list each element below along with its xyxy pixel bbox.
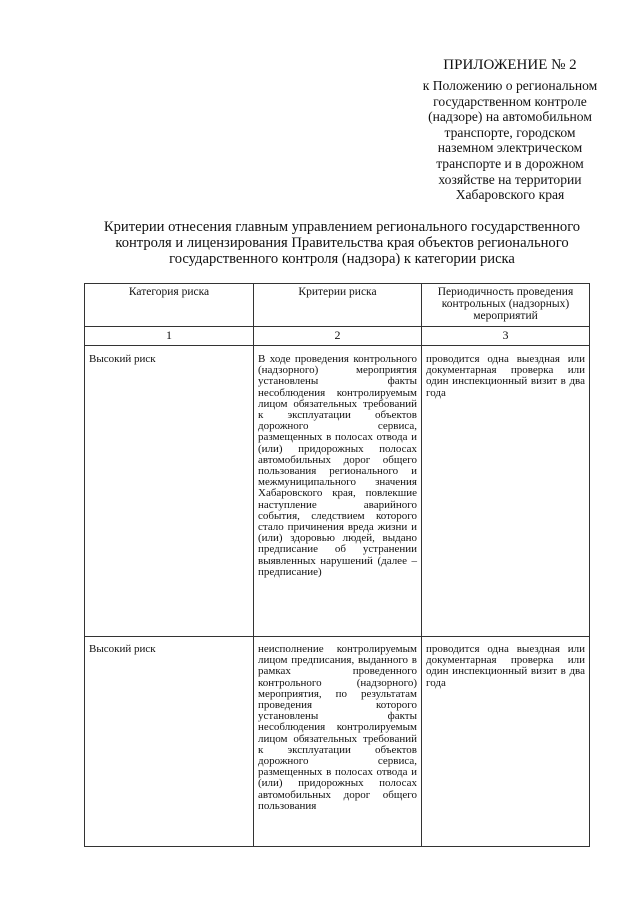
header-risk-category: Категория риска	[85, 284, 254, 327]
appendix-line: государственном контроле	[433, 93, 587, 109]
appendix-line: наземном электрическом	[437, 140, 583, 156]
document-heading	[82, 219, 602, 267]
column-number: 3	[422, 327, 590, 346]
risk-category-cell: Высокий риск	[85, 637, 254, 847]
appendix-line: Хабаровского края	[455, 187, 565, 203]
appendix-line: (надзоре) на автомобильном	[428, 109, 592, 125]
risk-category-cell: Высокий риск	[85, 346, 254, 637]
header-periodicity: Периодичность проведения контрольных (надзорных) мероприятий	[422, 284, 590, 327]
risk-criteria-cell: неисполнение контролируемым лицом предписания, выданного в рамках проведенного контрольного (надзорного) мероприятия, по результатам проведения которого установлены факты несоблюдения контролируемым лицом обязательных требований к эксплуатации объектов дорожного сервиса, размещенных в полосах отвода и (или) придорожных полосах автомобильных дорог общего пользования	[254, 637, 422, 847]
periodicity-cell: проводится одна выездная или документарная проверка или один инспекционный визит в два года	[422, 637, 590, 847]
appendix-line: транспорте и в дорожном	[436, 155, 584, 171]
table-header-row	[85, 284, 590, 327]
table-row	[85, 637, 590, 847]
appendix-line: транспорте, городском	[444, 124, 576, 140]
periodicity-cell: проводится одна выездная или документарная проверка или один инспекционный визит в два года	[422, 346, 590, 637]
appendix-subtitle	[380, 78, 640, 203]
header-risk-criteria: Критерии риска	[254, 284, 422, 327]
column-number-row	[85, 327, 590, 346]
risk-criteria-cell: В ходе проведения контрольного (надзорного) мероприятия установлены факты несоблюдения контролируемым лицом обязательных требований к эксплуатации объектов дорожного сервиса, размещенных в полосах отвода и (или) придорожных полосах автомобильных дорог общего пользования регионального и межмуниципального значения Хабаровского края, повлекшие наступление аварийного события, следствием которого стало причинения вреда жизни и (или) здоровью людей, выдано предписание об устранении выявленных нарушений (далее – предписание)	[254, 346, 422, 637]
column-number: 1	[85, 327, 254, 346]
risk-criteria-table	[84, 283, 590, 847]
appendix-line: к Положению о региональном	[422, 78, 598, 93]
heading-line: государственного контроля (надзора) к категории риска	[169, 251, 515, 267]
table-row	[85, 346, 590, 637]
column-number: 2	[254, 327, 422, 346]
appendix-title: ПРИЛОЖЕНИЕ № 2	[443, 57, 577, 73]
appendix-line: хозяйстве на территории	[438, 171, 582, 187]
heading-line: Критерии отнесения главным управлением регионального государственного	[103, 219, 581, 235]
heading-line: контроля и лицензирования Правительства края объектов регионального	[115, 235, 569, 251]
